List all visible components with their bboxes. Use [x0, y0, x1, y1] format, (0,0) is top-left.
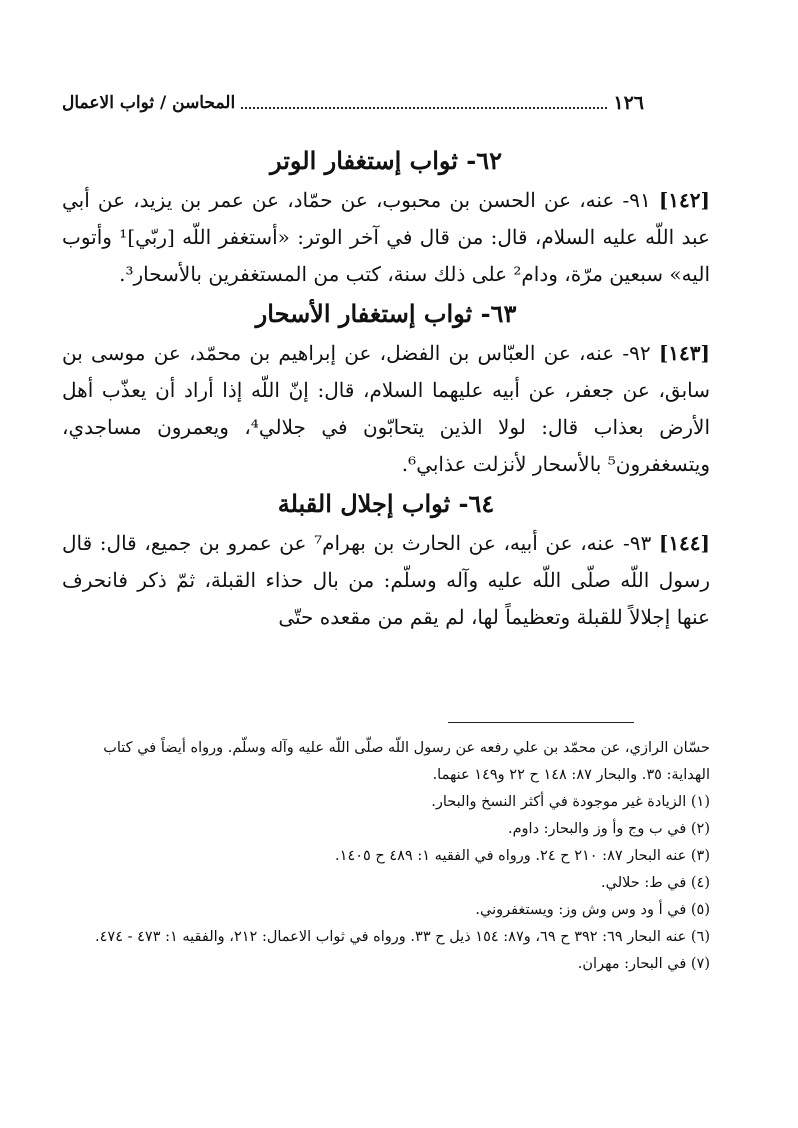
hadith-ref-number: [١٤٣]: [658, 341, 710, 365]
footnote-5: (٥) في أ ود وس وش وز: ويستغفروني.: [475, 902, 710, 918]
section-heading: ٦٢- ثواب إستغفار الوتر: [269, 146, 503, 175]
hadith-ref-number: [١٤٤]: [658, 531, 711, 555]
hadith-text: ٩٣- عنه، عن أبيه، عن الحارث بن بهرام⁷ عن عمرو بن جميع، قال: قال رسول اللّه صلّى اللّه عليه وآله وسلّم: من بال حذاء القبلة، ثمّ ذكر فانحرف عنها إجلالاً للقبلة وتعظيماً لها، لم يقم من مقعده حتّى: [62, 531, 710, 629]
section-heading: ٦٣- ثواب إستغفار الأسحار: [255, 299, 517, 328]
running-title: المحاسن / ثواب الاعمال: [62, 93, 236, 113]
footnote-7: (٧) في البحار: مهران.: [577, 956, 710, 972]
hadith-text: ٩٢- عنه، عن العبّاس بن الفضل، عن إبراهيم بن محمّد، عن موسى بن سابق، عن جعفر، عن أبيه عليهما السلام، قال: إنّ اللّه إذا أراد أن يعذّب أهل الأرض بعذاب قال: لولا الذين يتحابّون في جلالي⁴، ويعمرون مساجدي، ويتسغفرون⁵ بالأسحار لأنزلت عذابي⁶.: [62, 341, 710, 476]
hadith-paragraph: [62, 335, 710, 483]
hadith-text: ٩١- عنه، عن الحسن بن محبوب، عن حمّاد، عن عمر بن يزيد، عن أبي عبد اللّه عليه السلام، قال: من قال في آخر الوتر: «أستغفر اللّه [ربّي]¹ وأتوب اليه» سبعين مرّة، ودام² على ذلك سنة، كتب من المستغفرين بالأسحار³.: [62, 188, 710, 286]
footnote-1: (١) الزيادة غير موجودة في أكثر النسخ والبحار.: [431, 794, 710, 810]
hadith-paragraph: [62, 525, 710, 636]
section-heading: ٦٤- ثواب إجلال القبلة: [277, 489, 495, 518]
footnote-6: (٦) عنه البحار ٦٩: ٣٩٢ ح ٦٩، و٨٧: ١٥٤ ذيل ح ٣٣. ورواه في ثواب الاعمال: ٢١٢، والفقيه ١: ٤٧٣ - ٤٧٤.: [95, 929, 710, 945]
footnote-3: (٣) عنه البحار ٨٧: ٢١٠ ح ٢٤. ورواه في الفقيه ١: ٤٨٩ ح ١٤٠٥.: [335, 848, 710, 864]
page-number: ١٢٦: [613, 92, 644, 114]
footnote-2: (٢) في ب وج وأ وز والبحار: داوم.: [507, 821, 710, 837]
footnote-continuation: حسّان الرازي، عن محمّد بن علي رفعه عن رسول اللّه صلّى اللّه عليه وآله وسلّم. ورواه أيضاً في كتاب الهداية: ٣٥. والبحار ٨٧: ١٤٨ ح ٢٢ و١٤٩ عنهما.: [103, 740, 710, 783]
hadith-ref-number: [١٤٢]: [658, 188, 710, 212]
running-header: [62, 90, 644, 116]
leader-dots: [241, 107, 607, 109]
footnote-4: (٤) في ط: حلالي.: [601, 875, 710, 891]
footnote-separator: [448, 722, 634, 723]
main-text: [62, 140, 710, 636]
footnotes: [72, 735, 710, 978]
hadith-paragraph: [62, 182, 710, 293]
